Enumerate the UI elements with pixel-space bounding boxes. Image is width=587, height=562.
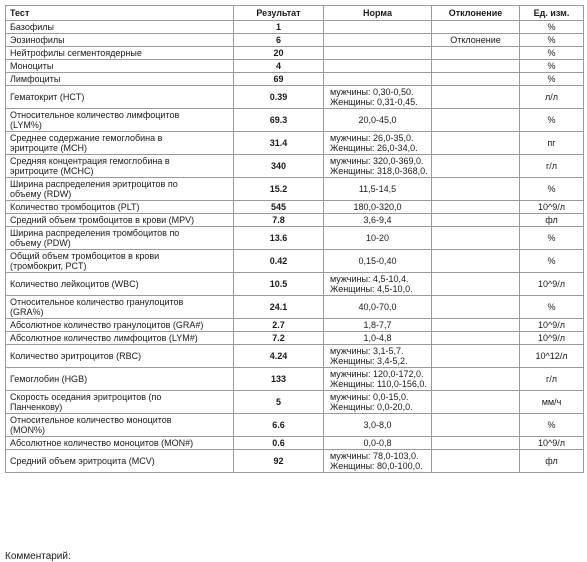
reference-range-cell [324, 214, 432, 227]
result-value-cell: 6 [234, 34, 324, 47]
test-name-line: Среднее содержание гемоглобина в [10, 132, 163, 143]
header-norm: Норма [324, 6, 432, 21]
deviation-cell [432, 450, 520, 473]
test-name-line: Средняя концентрация гемоглобина в [10, 155, 170, 166]
reference-range-cell [324, 450, 432, 473]
reference-range-line: мужчины: 120,0-172,0. [330, 368, 424, 379]
unit-cell: % [520, 60, 584, 73]
header-deviation: Отклонение [432, 6, 520, 21]
reference-range-line: 10-20 [365, 232, 390, 243]
reference-range-line: 180,0-320,0 [353, 201, 402, 212]
test-name-line: Ширина распределения тромбоцитов по [10, 227, 180, 238]
table-row [6, 86, 584, 109]
reference-range-line: Женщины: 0,31-0,45. [330, 97, 418, 107]
test-name-line: (тромбокрит, PCT) [10, 261, 87, 271]
table-row [6, 109, 584, 132]
test-name-cell [6, 47, 234, 60]
reference-range-cell [324, 132, 432, 155]
reference-range-line: мужчины: 4,5-10,4. [330, 273, 409, 284]
result-value-cell: 5 [234, 391, 324, 414]
test-name-line: Скорость оседания эритроцитов (по [10, 391, 162, 402]
test-name-cell [6, 109, 234, 132]
reference-range-cell [324, 34, 432, 47]
table-row [6, 21, 584, 34]
table-row [6, 60, 584, 73]
table-row [6, 73, 584, 86]
reference-range-line: Женщины: 4,5-10,0. [330, 284, 413, 294]
test-name-line: Общий объем тромбоцитов в крови [10, 250, 160, 261]
test-name-line: объему (PDW) [10, 238, 71, 248]
test-name-cell [6, 86, 234, 109]
table-row [6, 47, 584, 60]
deviation-cell [432, 368, 520, 391]
deviation-cell: Отклонение [432, 34, 520, 47]
reference-range-line: 3,0-8,0 [363, 419, 392, 430]
test-name-cell [6, 391, 234, 414]
unit-cell: 10^12/л [520, 345, 584, 368]
table-row [6, 132, 584, 155]
unit-cell: % [520, 109, 584, 132]
reference-range-line: мужчины: 0,30-0,50. [330, 86, 414, 97]
test-name-cell [6, 155, 234, 178]
deviation-cell [432, 250, 520, 273]
reference-range-cell [324, 296, 432, 319]
reference-range-cell [324, 21, 432, 34]
deviation-cell [432, 391, 520, 414]
unit-cell: % [520, 21, 584, 34]
test-name-cell [6, 34, 234, 47]
reference-range-line: мужчины: 26,0-35,0. [330, 132, 414, 143]
result-value-cell: 10.5 [234, 273, 324, 296]
deviation-cell [432, 214, 520, 227]
table-row [6, 414, 584, 437]
reference-range-line: 20,0-45,0 [358, 114, 397, 125]
reference-range-cell [324, 414, 432, 437]
table-row [6, 178, 584, 201]
test-name-line: Панченкову) [10, 402, 63, 412]
test-name-line: (MON%) [10, 425, 45, 435]
table-row [6, 201, 584, 214]
unit-cell: фл [520, 214, 584, 227]
deviation-cell [432, 273, 520, 296]
reference-range-cell [324, 109, 432, 132]
unit-cell: 10^9/л [520, 201, 584, 214]
deviation-cell [432, 132, 520, 155]
reference-range-cell [324, 250, 432, 273]
reference-range-cell [324, 47, 432, 60]
result-value-cell: 31.4 [234, 132, 324, 155]
unit-cell: 10^9/л [520, 332, 584, 345]
result-value-cell: 92 [234, 450, 324, 473]
reference-range-cell [324, 86, 432, 109]
table-row [6, 319, 584, 332]
deviation-cell [432, 109, 520, 132]
reference-range-cell [324, 345, 432, 368]
reference-range-cell [324, 155, 432, 178]
test-name-line: Относительное количество моноцитов [10, 414, 172, 425]
result-value-cell: 0.42 [234, 250, 324, 273]
result-value-cell: 4 [234, 60, 324, 73]
reference-range-line: Женщины: 318,0-368,0. [330, 166, 428, 176]
test-name-cell [6, 21, 234, 34]
unit-cell: 10^9/л [520, 319, 584, 332]
test-name-cell [6, 214, 234, 227]
test-name-line: Абсолютное количество гранулоцитов (GRA#) [10, 319, 204, 330]
reference-range-cell [324, 332, 432, 345]
test-name-line: Абсолютное количество лимфоцитов (LYM#) [10, 332, 198, 343]
test-name-line: Гемоглобин (HGB) [10, 373, 88, 384]
test-name-cell [6, 201, 234, 214]
reference-range-line: 40,0-70,0 [358, 301, 397, 312]
test-name-cell [6, 250, 234, 273]
reference-range-line: мужчины: 0,0-15,0. [330, 391, 409, 402]
deviation-cell [432, 296, 520, 319]
deviation-cell [432, 60, 520, 73]
comment-label: Комментарий: [5, 551, 71, 562]
unit-cell: 10^9/л [520, 437, 584, 450]
reference-range-line: мужчины: 3,1-5,7. [330, 345, 404, 356]
result-value-cell: 4.24 [234, 345, 324, 368]
test-name-line: Средний объем эритроцита (MCV) [10, 455, 155, 466]
table-row [6, 437, 584, 450]
result-value-cell: 24.1 [234, 296, 324, 319]
reference-range-line: 3,6-9,4 [363, 214, 392, 225]
result-value-cell: 340 [234, 155, 324, 178]
result-value-cell: 69 [234, 73, 324, 86]
test-name-cell [6, 319, 234, 332]
reference-range-cell [324, 201, 432, 214]
deviation-cell [432, 178, 520, 201]
reference-range-cell [324, 273, 432, 296]
reference-range-line: 11,5-14,5 [358, 183, 397, 194]
reference-range-line: Женщины: 26,0-34,0. [330, 143, 418, 153]
table-row [6, 296, 584, 319]
test-name-line: Количество лейкоцитов (WBC) [10, 278, 139, 289]
test-name-line: Моноциты [10, 60, 54, 71]
unit-cell: г/л [520, 155, 584, 178]
test-name-cell [6, 273, 234, 296]
result-value-cell: 133 [234, 368, 324, 391]
test-name-line: Лимфоциты [10, 73, 61, 84]
deviation-cell [432, 414, 520, 437]
unit-cell: % [520, 227, 584, 250]
reference-range-cell [324, 319, 432, 332]
table-row [6, 332, 584, 345]
table-row [6, 450, 584, 473]
result-value-cell: 6.6 [234, 414, 324, 437]
deviation-cell [432, 86, 520, 109]
header-test: Тест [6, 6, 234, 21]
unit-cell: л/л [520, 86, 584, 109]
test-name-cell [6, 178, 234, 201]
test-name-cell [6, 132, 234, 155]
unit-cell: % [520, 250, 584, 273]
unit-cell: % [520, 34, 584, 47]
unit-cell: г/л [520, 368, 584, 391]
test-name-cell [6, 296, 234, 319]
test-name-line: Базофилы [10, 21, 54, 32]
result-value-cell: 545 [234, 201, 324, 214]
table-row [6, 273, 584, 296]
reference-range-line: мужчины: 320,0-369,0. [330, 155, 424, 166]
test-name-cell [6, 227, 234, 250]
reference-range-line: 0,0-0,8 [363, 437, 392, 448]
test-name-cell [6, 437, 234, 450]
result-value-cell: 20 [234, 47, 324, 60]
deviation-cell [432, 227, 520, 250]
deviation-cell [432, 47, 520, 60]
test-name-cell [6, 368, 234, 391]
test-name-line: Гематокрит (HCT) [10, 91, 85, 102]
unit-cell: % [520, 73, 584, 86]
test-name-line: Относительное количество лимфоцитов [10, 109, 180, 120]
reference-range-cell [324, 391, 432, 414]
unit-cell: фл [520, 450, 584, 473]
unit-cell: % [520, 47, 584, 60]
test-name-line: (GRA%) [10, 307, 44, 317]
reference-range-line: Женщины: 80,0-100,0. [330, 461, 423, 471]
test-name-line: объему (RDW) [10, 189, 72, 199]
deviation-cell [432, 155, 520, 178]
test-name-cell [6, 450, 234, 473]
reference-range-line: 1,0-4,8 [363, 332, 392, 343]
header-unit: Ед. изм. [520, 6, 584, 21]
test-name-line: Средний объем тромбоцитов в крови (MPV) [10, 214, 195, 225]
reference-range-cell [324, 60, 432, 73]
deviation-cell [432, 73, 520, 86]
table-row [6, 391, 584, 414]
reference-range-line: Женщины: 0,0-20,0. [330, 402, 413, 412]
deviation-cell [432, 201, 520, 214]
table-row [6, 214, 584, 227]
table-row [6, 250, 584, 273]
result-value-cell: 7.8 [234, 214, 324, 227]
result-value-cell: 2.7 [234, 319, 324, 332]
test-name-line: Нейтрофилы сегментоядерные [10, 47, 142, 58]
table-row [6, 368, 584, 391]
result-value-cell: 13.6 [234, 227, 324, 250]
test-name-line: Абсолютное количество моноцитов (MON#) [10, 437, 194, 448]
reference-range-line: Женщины: 3,4-5,2. [330, 356, 408, 366]
test-name-line: эритроците (MCH) [10, 143, 87, 153]
result-value-cell: 0.6 [234, 437, 324, 450]
unit-cell: % [520, 414, 584, 437]
deviation-cell [432, 345, 520, 368]
deviation-cell [432, 319, 520, 332]
unit-cell: мм/ч [520, 391, 584, 414]
reference-range-cell [324, 227, 432, 250]
deviation-cell [432, 437, 520, 450]
test-name-line: Относительное количество гранулоцитов [10, 296, 184, 307]
unit-cell: пг [520, 132, 584, 155]
test-name-cell [6, 332, 234, 345]
test-name-line: Количество эритроцитов (RBC) [10, 350, 142, 361]
test-name-line: Эозинофилы [10, 34, 65, 45]
result-value-cell: 7.2 [234, 332, 324, 345]
reference-range-cell [324, 178, 432, 201]
result-value-cell: 1 [234, 21, 324, 34]
table-row [6, 227, 584, 250]
test-name-cell [6, 73, 234, 86]
table-header-row [6, 6, 584, 21]
reference-range-cell [324, 73, 432, 86]
result-value-cell: 69.3 [234, 109, 324, 132]
reference-range-cell [324, 437, 432, 450]
test-name-cell [6, 345, 234, 368]
table-row [6, 155, 584, 178]
reference-range-line: мужчины: 78,0-103,0. [330, 450, 419, 461]
reference-range-line: Женщины: 110,0-156,0. [330, 379, 427, 389]
reference-range-line: 1,8-7,7 [363, 319, 392, 330]
test-name-line: (LYM%) [10, 120, 42, 130]
test-name-cell [6, 60, 234, 73]
test-name-cell [6, 414, 234, 437]
table-row [6, 345, 584, 368]
header-result: Результат [234, 6, 324, 21]
result-value-cell: 15.2 [234, 178, 324, 201]
deviation-cell [432, 332, 520, 345]
reference-range-cell [324, 368, 432, 391]
unit-cell: % [520, 296, 584, 319]
unit-cell: % [520, 178, 584, 201]
blood-test-results-table [5, 5, 584, 473]
test-name-line: эритроците (MCHC) [10, 166, 94, 176]
reference-range-line: 0,15-0,40 [358, 255, 397, 266]
deviation-cell [432, 21, 520, 34]
unit-cell: 10^9/л [520, 273, 584, 296]
test-name-line: Количество тромбоцитов (PLT) [10, 201, 140, 212]
test-name-line: Ширина распределения эритроцитов по [10, 178, 178, 189]
table-row [6, 34, 584, 47]
result-value-cell: 0.39 [234, 86, 324, 109]
table-body [6, 21, 584, 473]
